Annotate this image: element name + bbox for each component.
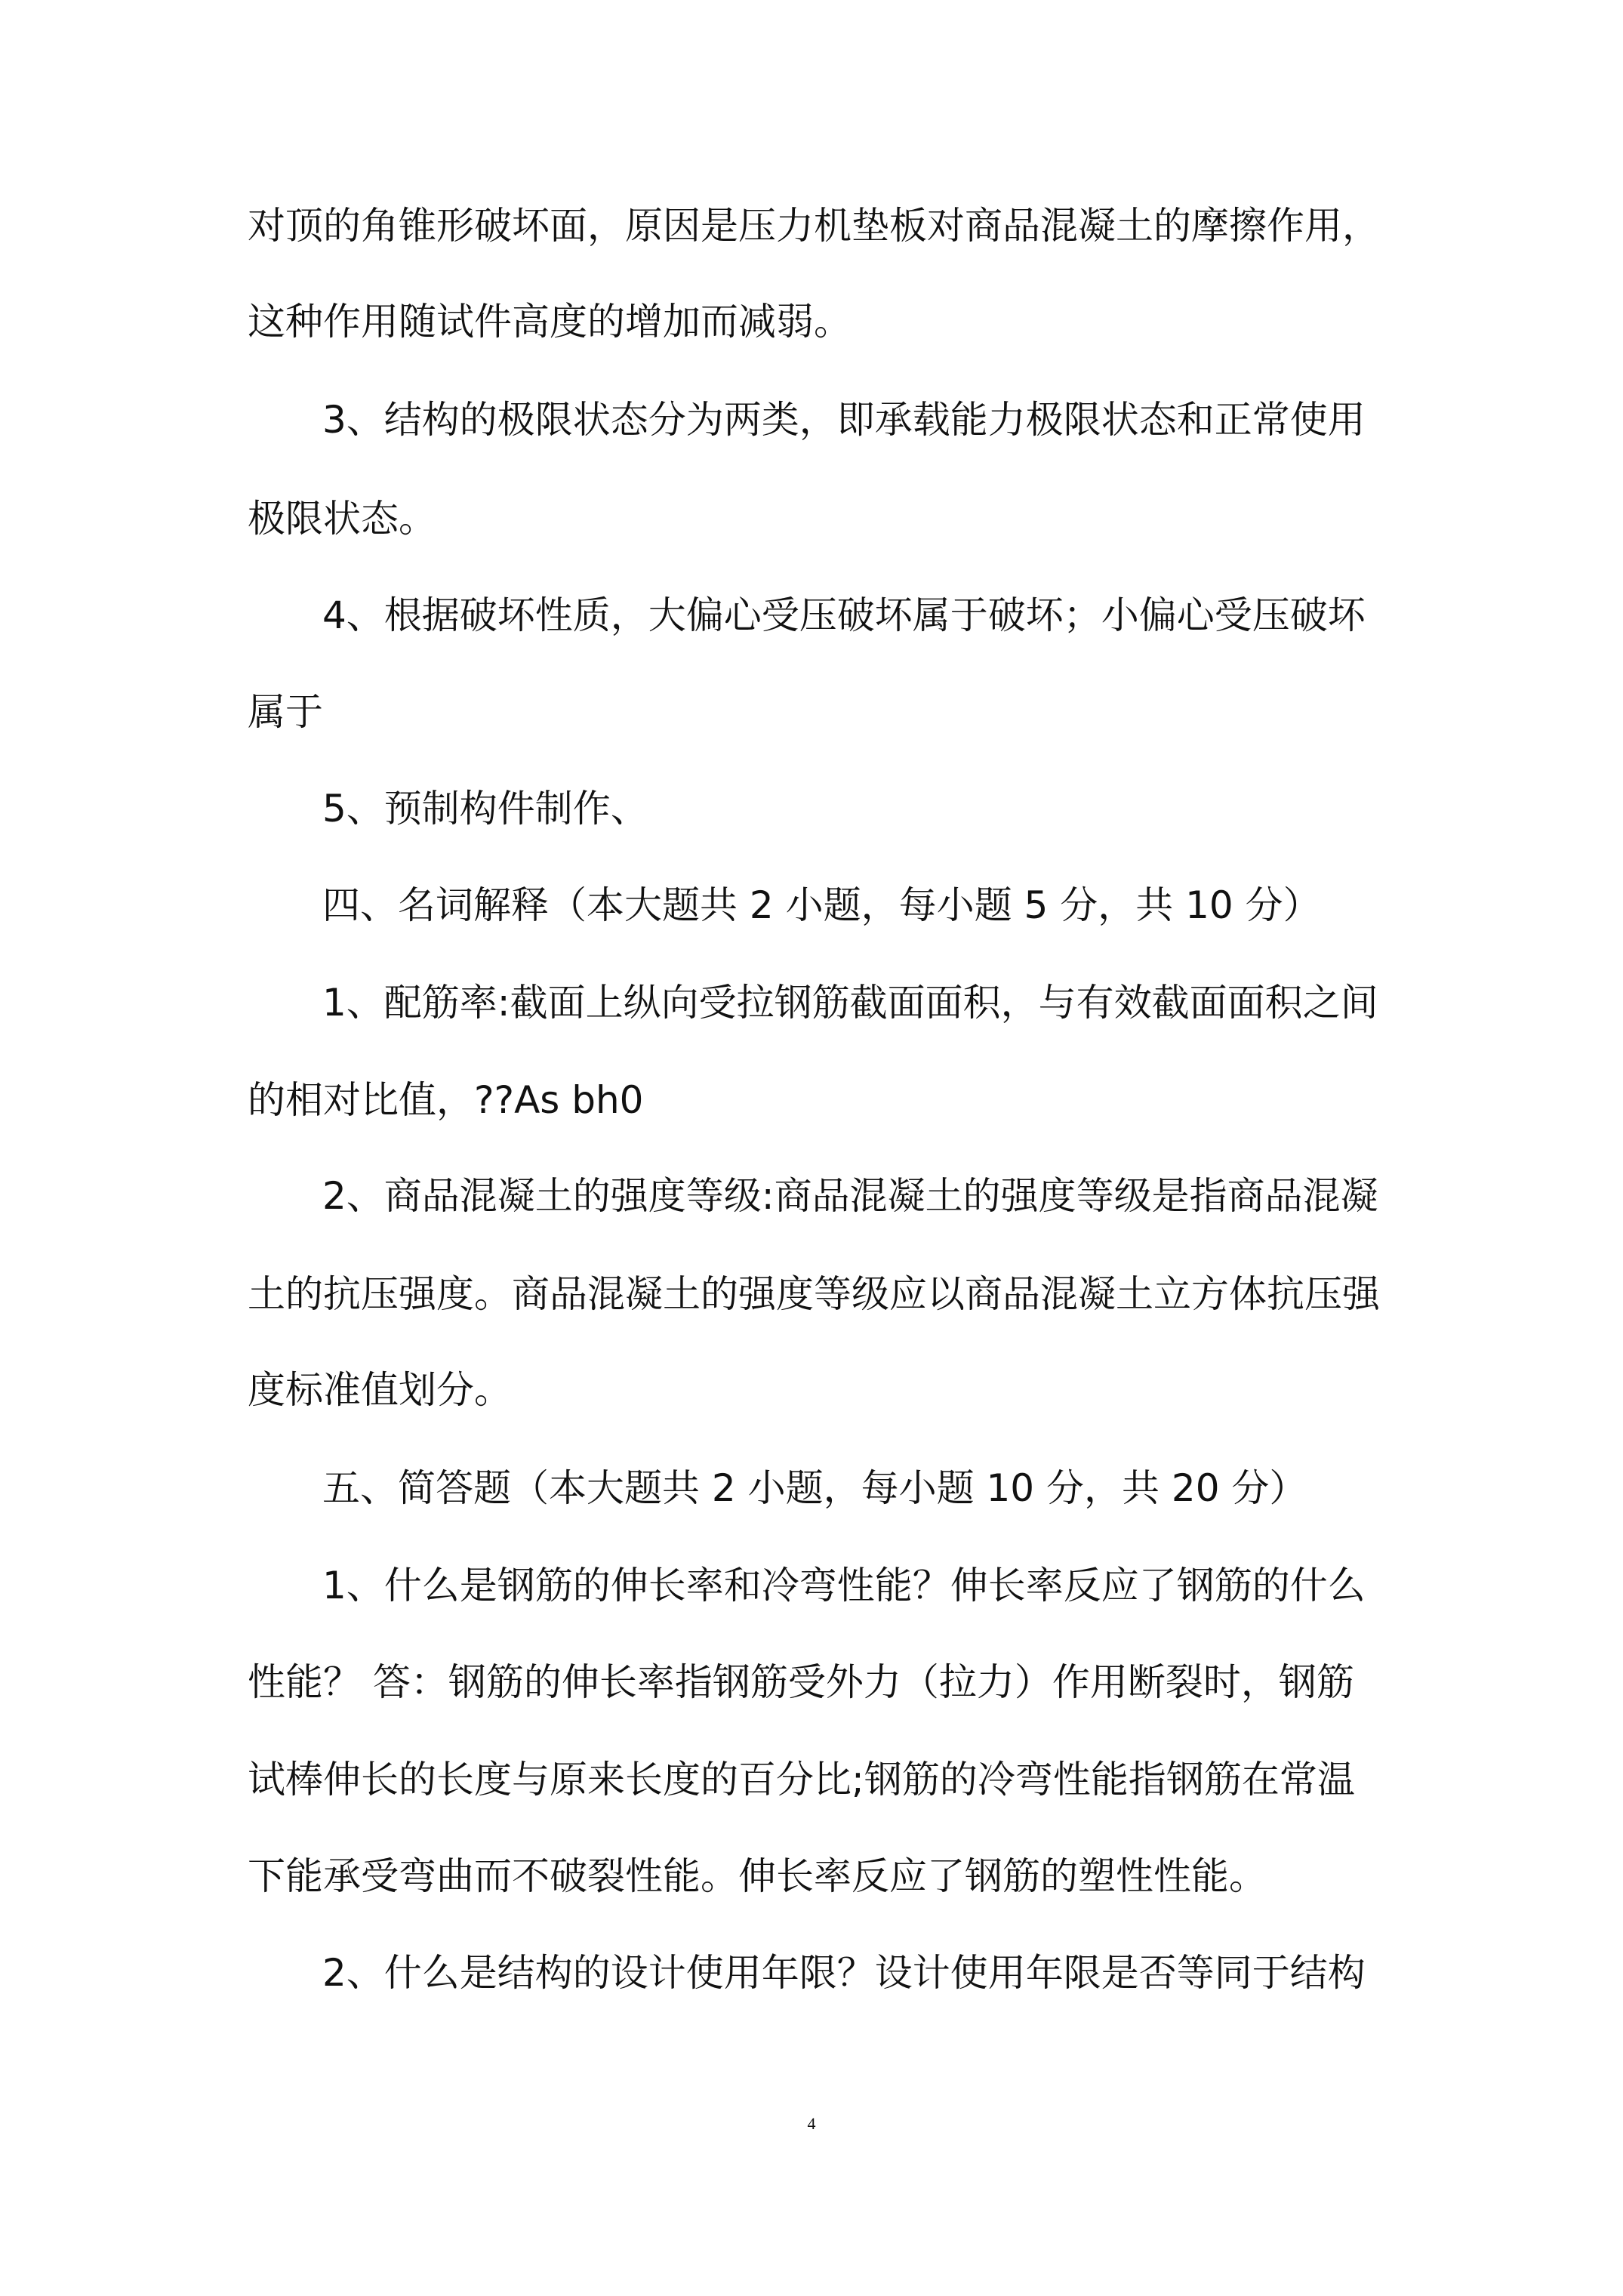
text-line: 土的抗压强度。商品混凝土的强度等级应以商品混凝土立方体抗压强 — [248, 1272, 1380, 1316]
page-number: 4 — [807, 2114, 816, 2133]
text-line: 这种作用随试件高度的增加而减弱。 — [248, 300, 852, 344]
text-line: 5、预制构件制作、 — [322, 787, 648, 831]
text-line: 3、结构的极限状态分为两类，即承载能力极限状态和正常使用 — [322, 398, 1366, 442]
text-line: 1、配筋率:截面上纵向受拉钢筋截面面积，与有效截面面积之间 — [322, 981, 1378, 1025]
text-line: 度标准值划分。 — [248, 1368, 512, 1412]
text-line: 下能承受弯曲而不破裂性能。伸长率反应了钢筋的塑性性能。 — [248, 1854, 1267, 1898]
text-line: 2、什么是结构的设计使用年限？设计使用年限是否等同于结构 — [322, 1951, 1366, 1995]
text-line: 的相对比值，??As bh0 — [248, 1078, 644, 1122]
text-line: 试棒伸长的长度与原来长度的百分比;钢筋的冷弯性能指钢筋在常温 — [248, 1758, 1355, 1801]
text-line: 属于 — [248, 690, 323, 734]
section-heading: 四、名词解释（本大题共 2 小题，每小题 5 分，共 10 分） — [322, 883, 1321, 927]
text-line: 对顶的角锥形破坏面，原因是压力机垫板对商品混凝土的摩擦作用， — [248, 204, 1380, 248]
text-line: 2、商品混凝土的强度等级:商品混凝土的强度等级是指商品混凝 — [322, 1174, 1378, 1218]
text-line: 极限状态。 — [248, 497, 436, 541]
text-line: 4、根据破坏性质，大偏心受压破坏属于破坏；小偏心受压破坏 — [322, 593, 1366, 637]
text-line: 性能？ 答：钢筋的伸长率指钢筋受外力（拉力）作用断裂时，钢筋 — [248, 1660, 1354, 1704]
section-heading: 五、简答题（本大题共 2 小题，每小题 10 分，共 20 分） — [322, 1466, 1307, 1510]
text-line: 1、什么是钢筋的伸长率和冷弯性能？伸长率反应了钢筋的什么 — [322, 1564, 1366, 1607]
